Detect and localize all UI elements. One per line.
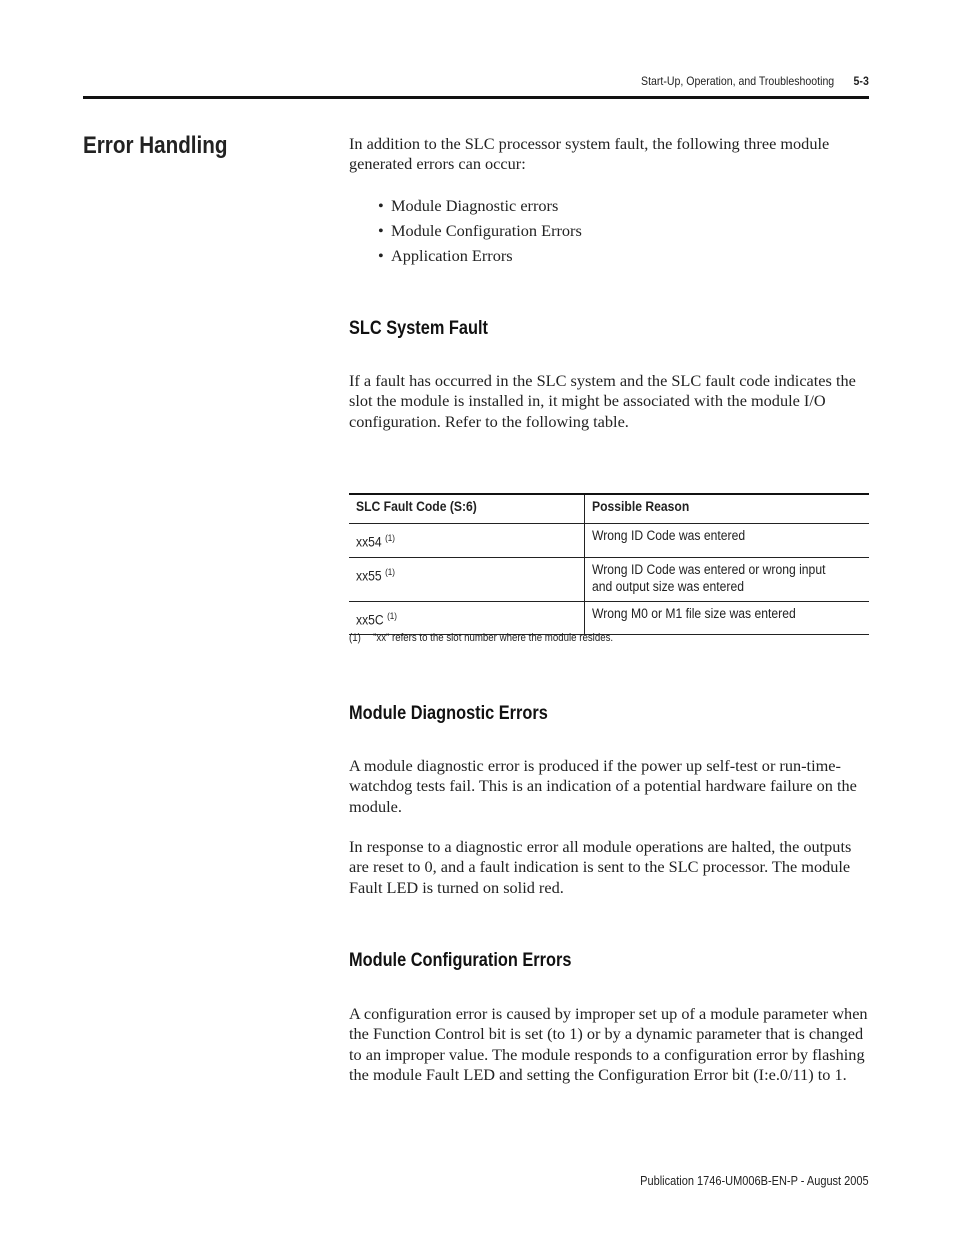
list-item: • Module Configuration Errors bbox=[378, 221, 582, 240]
list-item: • Application Errors bbox=[378, 246, 513, 265]
running-header bbox=[641, 74, 869, 88]
diag-section-2 bbox=[349, 837, 869, 898]
config-section bbox=[349, 1004, 869, 1085]
footnote-text: ”xx” refers to the slot number where the module resides. bbox=[373, 632, 614, 644]
intro-section bbox=[349, 134, 869, 175]
slc-fault-paragraph: If a fault has occurred in the SLC system and the SLC fault code indicates the slot the module is installed in, it might be associated with the module I/O configuration. Refer to the following table. bbox=[349, 371, 856, 431]
table-row bbox=[349, 524, 869, 558]
reason-cell: Wrong ID Code was entered or wrong input and output size was entered bbox=[585, 557, 870, 601]
slc-system-fault-heading: SLC System Fault bbox=[349, 318, 488, 339]
table-row bbox=[349, 557, 869, 601]
fault-code-table bbox=[349, 493, 869, 635]
fault-code-cell: xx54 $^{(1)}$ bbox=[349, 524, 585, 558]
config-paragraph: A configuration error is caused by improper set up of a module parameter when the Function Control bit is set (to 1) or by a dynamic parameter that is changed to an improper value. The module responds to a configuration error by flashing the module Fault LED and setting the Configuration Error bit (I:e.0/11) to 1. bbox=[349, 1004, 868, 1084]
list-item: • Module Diagnostic errors bbox=[378, 196, 559, 215]
diag-paragraph-2: In response to a diagnostic error all module operations are halted, the outputs are reset to 0, and a fault indication is sent to the SLC processor. The module Fault LED is turned on solid red. bbox=[349, 837, 852, 897]
section-title: Start-Up, Operation, and Troubleshooting bbox=[641, 74, 835, 88]
column-header: Possible Reason bbox=[585, 494, 870, 524]
table-row bbox=[349, 601, 869, 635]
page-number: 5-3 bbox=[853, 74, 869, 88]
reason-cell: Wrong M0 or M1 file size was entered bbox=[585, 601, 870, 635]
table-footnote bbox=[349, 632, 613, 644]
module-configuration-errors-heading: Module Configuration Errors bbox=[349, 950, 572, 971]
slc-fault-section bbox=[349, 371, 869, 432]
header-rule bbox=[83, 96, 869, 99]
fault-code-cell: xx5C $^{(1)}$ bbox=[349, 601, 585, 635]
module-diagnostic-errors-heading: Module Diagnostic Errors bbox=[349, 703, 548, 724]
column-header: SLC Fault Code (S:6) bbox=[349, 494, 585, 524]
page-footer: Publication 1746-UM006B-EN-P - August 2005 bbox=[640, 1174, 869, 1188]
footnote-mark: (1) bbox=[349, 632, 361, 644]
page-title: Error Handling bbox=[83, 132, 228, 159]
error-types-list bbox=[349, 193, 869, 268]
diag-paragraph-1: A module diagnostic error is produced if the power up self-test or run-time-watchdog tests fail. This is an indication of a potential hardware failure on the module. bbox=[349, 756, 857, 816]
diag-section bbox=[349, 756, 869, 817]
intro-paragraph: In addition to the SLC processor system fault, the following three module generated errors can occur: bbox=[349, 134, 830, 174]
reason-cell: Wrong ID Code was entered bbox=[585, 524, 870, 558]
intro-bullets bbox=[349, 193, 869, 268]
fault-code-cell: xx55 $^{(1)}$ bbox=[349, 557, 585, 601]
table-header-row bbox=[349, 494, 869, 524]
